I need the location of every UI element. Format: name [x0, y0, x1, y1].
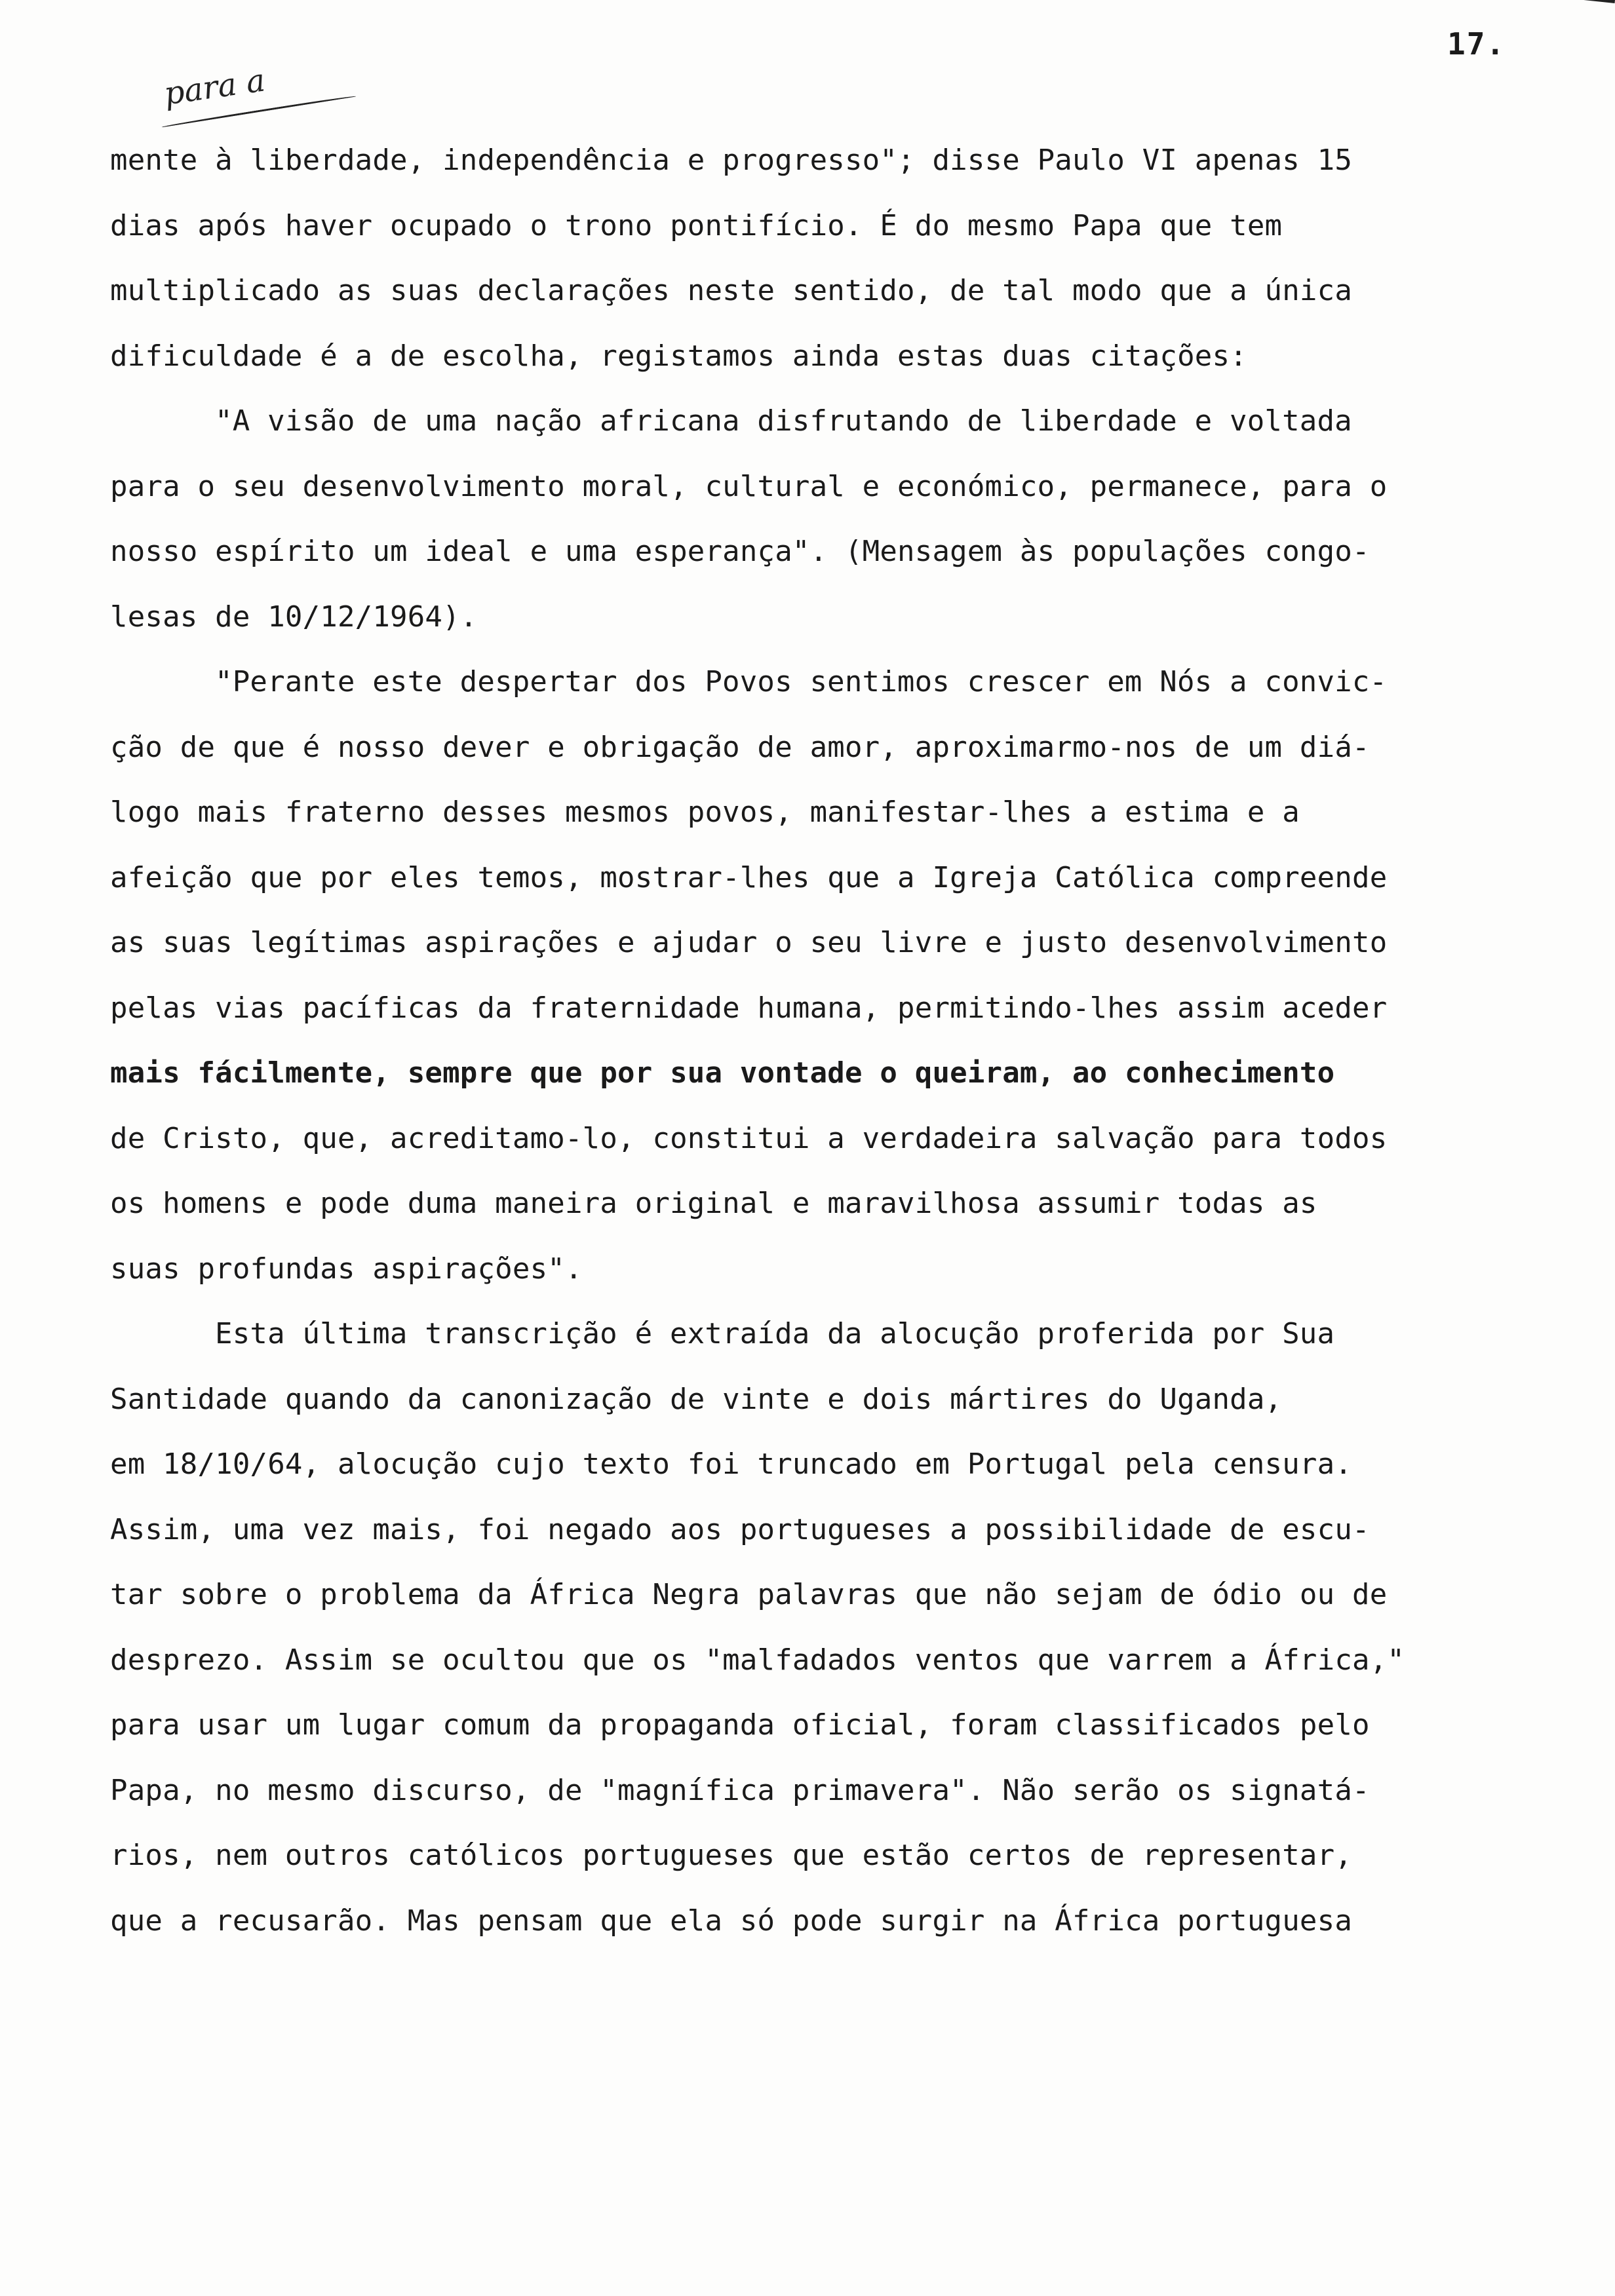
text-line: nosso espírito um ideal e uma esperança". (Mensagem às populações congo- [110, 535, 1370, 568]
text-line: que a recusarão. Mas pensam que ela só pode surgir na África portuguesa [110, 1904, 1353, 1938]
text-line: mente à liberdade, independência e progresso"; disse Paulo VI apenas 15 [110, 144, 1353, 177]
text-line: logo mais fraterno desses mesmos povos, manifestar-lhes a estima e a [110, 795, 1300, 829]
text-line: ção de que é nosso dever e obrigação de amor, aproximarmo-nos de um diá- [110, 730, 1370, 764]
text-line: dias após haver ocupado o trono pontifício. É do mesmo Papa que tem [110, 208, 1283, 242]
text-line: afeição que por eles temos, mostrar-lhes que a Igreja Católica compreende [110, 860, 1388, 894]
text-line: dificuldade é a de escolha, registamos ainda estas duas citações: [110, 339, 1247, 373]
text-line: Assim, uma vez mais, foi negado aos portugueses a possibilidade de escu- [110, 1512, 1370, 1546]
text-line: para o seu desenvolvimento moral, cultural e económico, permanece, para o [110, 469, 1388, 503]
text-line: de Cristo, que, acreditamo-lo, constitui a verdadeira salvação para todos [110, 1121, 1388, 1155]
text-line: rios, nem outros católicos portugueses que estão certos de representar, [110, 1839, 1353, 1872]
page-number: 17. [1447, 26, 1506, 62]
text-line: lesas de 10/12/1964). [110, 600, 478, 634]
text-line: Esta última transcrição é extraída da alocução proferida por Sua [215, 1317, 1335, 1350]
text-line: "Perante este despertar dos Povos sentimos crescer em Nós a convic- [215, 665, 1388, 698]
text-line: para usar um lugar comum da propaganda oficial, foram classificados pelo [110, 1708, 1370, 1742]
handwritten-annotation: para a [161, 62, 267, 113]
text-line: Papa, no mesmo discurso, de "magnífica primavera". Não serão os signatá- [110, 1773, 1370, 1807]
text-line: as suas legítimas aspirações e ajudar o seu livre e justo desenvolvimento [110, 926, 1388, 959]
text-line: Santidade quando da canonização de vinte e dois mártires do Uganda, [110, 1382, 1283, 1416]
text-line: tar sobre o problema da África Negra palavras que não sejam de ódio ou de [110, 1578, 1388, 1611]
body-text [110, 128, 1526, 1953]
corner-mark [1555, 0, 1615, 10]
text-line: pelas vias pacíficas da fraternidade humana, permitindo-lhes assim aceder [110, 991, 1388, 1025]
text-line: em 18/10/64, alocução cujo texto foi truncado em Portugal pela censura. [110, 1447, 1353, 1481]
text-line: mais fácilmente, sempre que por sua vontade o queiram, ao conhecimento [110, 1056, 1335, 1090]
text-line: multiplicado as suas declarações neste sentido, de tal modo que a única [110, 274, 1353, 307]
text-line: os homens e pode duma maneira original e maravilhosa assumir todas as [110, 1187, 1317, 1220]
text-line: "A visão de uma nação africana disfrutando de liberdade e voltada [215, 404, 1352, 438]
text-line: desprezo. Assim se ocultou que os "malfadados ventos que varrem a África," [110, 1643, 1405, 1677]
text-line: suas profundas aspirações". [110, 1252, 583, 1286]
